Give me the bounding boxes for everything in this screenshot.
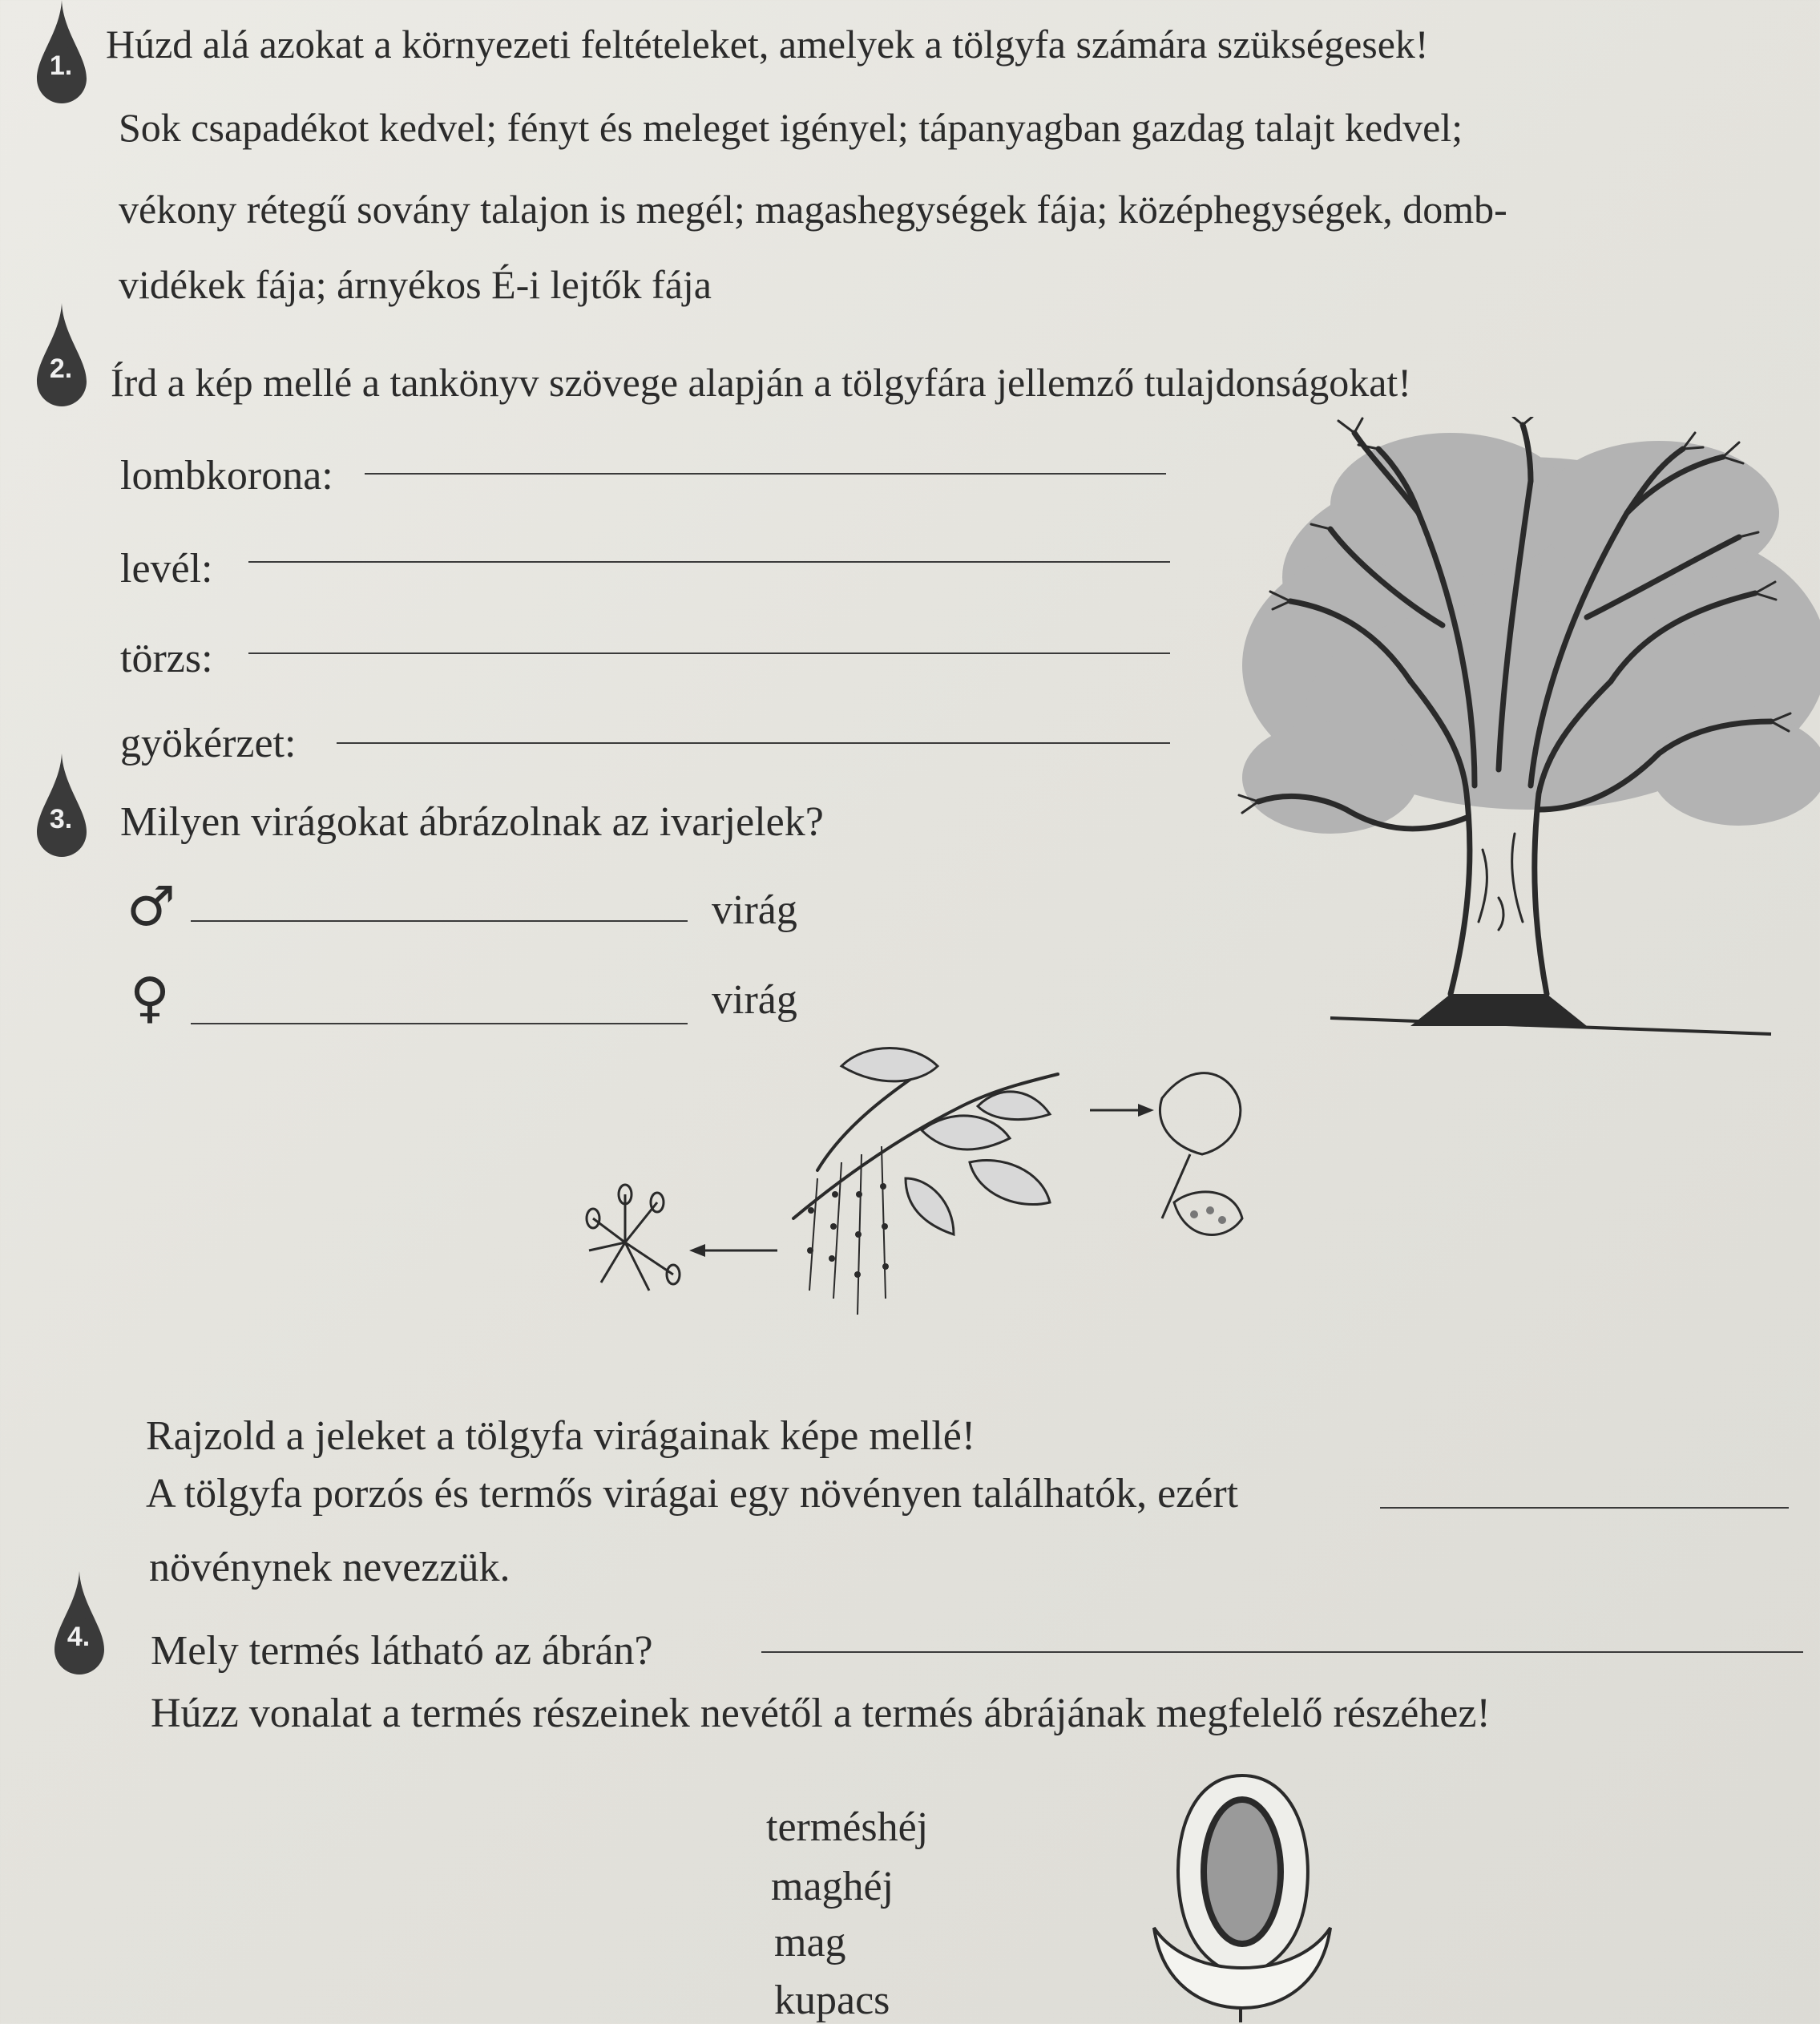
- task-badge-3: [30, 753, 93, 858]
- task-badge-4: [48, 1571, 111, 1675]
- task4-question: Mely termés látható az ábrán?: [151, 1628, 653, 1674]
- oak-flowers-illustration: [577, 1034, 1298, 1355]
- male-flower-word: virág: [712, 887, 797, 933]
- field-label-gyokerzet: gyökérzet:: [120, 721, 297, 766]
- field-label-level: levél:: [120, 546, 213, 592]
- answer-line-lombkorona[interactable]: [365, 473, 1166, 475]
- fruit-part-mag[interactable]: mag: [774, 1920, 846, 1965]
- task3-instruction: Rajzold a jeleket a tölgyfa virágainak képe mellé!: [146, 1413, 976, 1459]
- field-label-lombkorona: lombkorona:: [120, 453, 333, 499]
- acorn-diagram: [1130, 1767, 1338, 2024]
- task1-line-2: vékony rétegű sovány talajon is megél; magashegységek fája; középhegységek, domb-: [119, 187, 1507, 232]
- fruit-part-kupacs[interactable]: kupacs: [774, 1978, 890, 2023]
- task2-title: Írd a kép mellé a tankönyv szövege alapján a tölgyfára jellemző tulajdonságokat!: [111, 360, 1411, 405]
- answer-line-female-flower[interactable]: [191, 1023, 688, 1024]
- task3-sentence-part2: növénynek nevezzük.: [149, 1545, 510, 1590]
- female-symbol-icon: ♀: [130, 967, 170, 1030]
- field-label-torzs: törzs:: [120, 636, 213, 681]
- fruit-part-maghej[interactable]: maghéj: [771, 1864, 894, 1909]
- answer-line-gyokerzet[interactable]: [337, 742, 1170, 744]
- task1-line-1: Sok csapadékot kedvel; fényt és meleget igényel; tápanyagban gazdag talajt kedvel;: [119, 105, 1463, 150]
- female-flower-word: virág: [712, 977, 797, 1023]
- oak-tree-illustration: [1210, 417, 1820, 1042]
- task-number-3: 3.: [42, 800, 80, 838]
- answer-line-torzs[interactable]: [248, 652, 1170, 654]
- task3-sentence-part1: A tölgyfa porzós és termős virágai egy növényen találhatók, ezért: [146, 1471, 1239, 1517]
- task-number-1: 1.: [42, 46, 80, 85]
- answer-line-plant-type[interactable]: [1380, 1507, 1789, 1509]
- task1-title: Húzd alá azokat a környezeti feltételeket, amelyek a tölgyfa számára szükségesek!: [106, 22, 1429, 67]
- answer-line-fruit-type[interactable]: [761, 1651, 1803, 1653]
- fruit-part-termeshej[interactable]: terméshéj: [766, 1804, 929, 1850]
- task1-line-3: vidékek fája; árnyékos É-i lejtők fája: [119, 262, 712, 307]
- task4-instruction: Húzz vonalat a termés részeinek nevétől a termés ábrájának megfelelő részéhez!: [151, 1691, 1491, 1736]
- task-badge-1: [30, 0, 93, 104]
- task-number-4: 4.: [59, 1618, 98, 1656]
- male-symbol-icon: ♂: [127, 875, 176, 939]
- task3-title: Milyen virágokat ábrázolnak az ivarjelek?: [120, 799, 824, 845]
- task-badge-2: [30, 303, 93, 407]
- answer-line-male-flower[interactable]: [191, 920, 688, 922]
- answer-line-level[interactable]: [248, 561, 1170, 563]
- task-number-2: 2.: [42, 349, 80, 388]
